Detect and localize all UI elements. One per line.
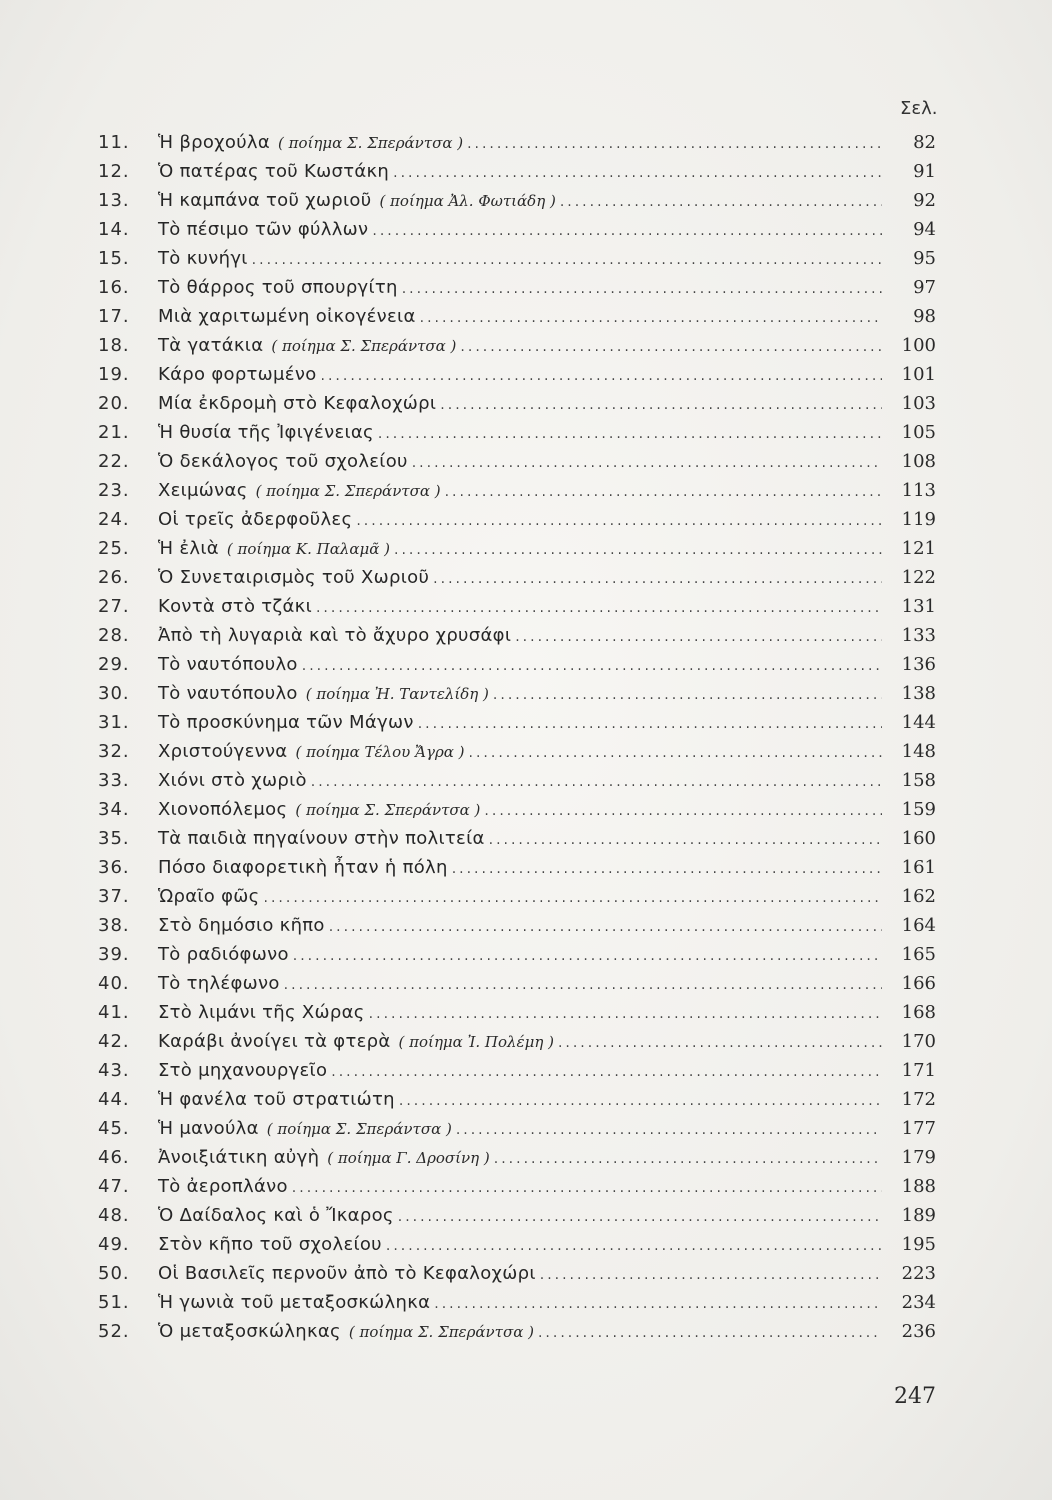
toc-dot-leader <box>264 884 882 913</box>
toc-dot-leader <box>372 217 882 246</box>
toc-entry-number: 16. <box>98 277 130 298</box>
toc-dot-leader <box>393 159 882 188</box>
toc-entry-number: 45. <box>98 1118 130 1139</box>
toc-dot-leader <box>420 304 882 333</box>
toc-entry <box>98 186 936 215</box>
toc-entry-page: 113 <box>901 480 936 501</box>
toc-dot-leader <box>311 768 882 797</box>
toc-entry-number: 18. <box>98 335 130 356</box>
toc-entry-title: Τὸ ραδιόφωνο <box>158 944 289 965</box>
toc-entry-number: 14. <box>98 219 130 240</box>
toc-entry-poem-credit: ( ποίημα Ἠ. Ταντελίδη ) <box>305 685 489 703</box>
toc-entry <box>98 998 936 1027</box>
toc-entry <box>98 128 936 157</box>
toc-dot-leader <box>402 275 882 304</box>
toc-entry-page: 159 <box>901 799 936 820</box>
toc-entry-number: 21. <box>98 422 130 443</box>
toc-entry-number: 40. <box>98 973 130 994</box>
toc-entry-number: 11. <box>98 132 130 153</box>
toc-entry-page: 101 <box>901 364 936 385</box>
toc-entry-title: Τὰ παιδιὰ πηγαίνουν στὴν πολιτεία <box>158 828 485 849</box>
toc-entry-title: Τὸ πέσιμο τῶν φύλλων <box>158 219 369 240</box>
toc-entry <box>98 447 936 476</box>
toc-entry-title: Κάρο φορτωμένο <box>158 364 317 385</box>
toc-entry-page: 100 <box>901 335 936 356</box>
toc-entry <box>98 1288 936 1317</box>
toc-dot-leader <box>558 1029 882 1058</box>
toc-entry-page: 122 <box>901 567 936 588</box>
toc-entry-title: Ἡ φανέλα τοῦ στρατιώτη <box>158 1089 395 1110</box>
toc-entry <box>98 708 936 737</box>
toc-entry-page: 103 <box>901 393 936 414</box>
toc-dot-leader <box>292 1174 882 1203</box>
toc-entry-number: 48. <box>98 1205 130 1226</box>
toc-entry-title: Τὸ κυνήγι <box>158 248 248 269</box>
toc-entry-number: 22. <box>98 451 130 472</box>
toc-dot-leader <box>460 333 882 362</box>
toc-entry-page: 234 <box>901 1292 936 1313</box>
toc-entry-page: 138 <box>901 683 936 704</box>
toc-entry <box>98 563 936 592</box>
toc-entry <box>98 621 936 650</box>
toc-entry-poem-credit: ( ποίημα Σ. Σπεράντσα ) <box>295 801 481 819</box>
toc-dot-leader <box>329 913 882 942</box>
toc-dot-leader <box>369 1000 882 1029</box>
toc-dot-leader <box>398 1203 882 1232</box>
toc-entry-page: 236 <box>901 1321 936 1342</box>
toc-entry <box>98 331 936 360</box>
toc-entry-title: Χριστούγεννα <box>158 741 288 762</box>
toc-entry <box>98 476 936 505</box>
toc-dot-leader <box>484 797 882 826</box>
toc-entry-number: 26. <box>98 567 130 588</box>
toc-entry-number: 49. <box>98 1234 130 1255</box>
toc-entry-poem-credit: ( ποίημα Τέλου Ἄγρα ) <box>295 743 465 761</box>
toc-entry-title: Ἀπὸ τὴ λυγαριὰ καὶ τὸ ἄχυρο χρυσάφι <box>158 625 512 646</box>
toc-entry-number: 35. <box>98 828 130 849</box>
toc-entry <box>98 1201 936 1230</box>
toc-dot-leader <box>445 478 882 507</box>
toc-entry <box>98 911 936 940</box>
toc-entry <box>98 592 936 621</box>
toc-entry-number: 33. <box>98 770 130 791</box>
toc-entry <box>98 650 936 679</box>
toc-entry-number: 17. <box>98 306 130 327</box>
toc-entry-number: 43. <box>98 1060 130 1081</box>
toc-entry-page: 165 <box>901 944 936 965</box>
toc-entry-page: 121 <box>901 538 936 559</box>
toc-entry-number: 44. <box>98 1089 130 1110</box>
toc-dot-leader <box>515 623 882 652</box>
toc-entry-poem-credit: ( ποίημα Κ. Παλαμᾶ ) <box>226 540 391 558</box>
toc-entry <box>98 534 936 563</box>
toc-entry <box>98 882 936 911</box>
toc-entry <box>98 1230 936 1259</box>
toc-dot-leader <box>440 391 882 420</box>
toc-dot-leader <box>331 1058 882 1087</box>
toc-entry-page: 108 <box>901 451 936 472</box>
toc-dot-leader <box>356 507 882 536</box>
toc-entry-page: 195 <box>901 1234 936 1255</box>
toc-entry-page: 189 <box>901 1205 936 1226</box>
toc-entry-title: Τὸ προσκύνημα τῶν Μάγων <box>158 712 414 733</box>
toc-entry-number: 37. <box>98 886 130 907</box>
toc-dot-leader <box>284 971 882 1000</box>
toc-entry-title: Τὸ ἀεροπλάνο <box>158 1176 288 1197</box>
toc-dot-leader <box>412 449 882 478</box>
toc-entry-number: 30. <box>98 683 130 704</box>
toc-entry-title: Χειμώνας <box>158 480 248 501</box>
toc-entry-number: 28. <box>98 625 130 646</box>
toc-entry-poem-credit: ( ποίημα Σ. Σπεράντσα ) <box>271 337 457 355</box>
toc-entry <box>98 157 936 186</box>
toc-entry-title: Στὸν κῆπο τοῦ σχολείου <box>158 1234 382 1255</box>
toc-entry-title: Ἀνοιξιάτικη αὐγὴ <box>158 1147 320 1168</box>
toc-dot-leader <box>538 1319 882 1348</box>
toc-dot-leader <box>467 130 882 159</box>
toc-entry <box>98 766 936 795</box>
toc-entry <box>98 1143 936 1172</box>
toc-entry-poem-credit: ( ποίημα Ἰ. Πολέμη ) <box>398 1033 554 1051</box>
toc-entry-title: Καράβι ἀνοίγει τὰ φτερὰ <box>158 1031 391 1052</box>
toc-entry-title: Τὰ γατάκια <box>158 335 264 356</box>
toc-entry <box>98 418 936 447</box>
toc-entry-number: 27. <box>98 596 130 617</box>
toc-entry <box>98 360 936 389</box>
toc-entry-page: 136 <box>901 654 936 675</box>
toc-entry-number: 42. <box>98 1031 130 1052</box>
toc-entry <box>98 1259 936 1288</box>
toc-entry-title: Χιονοπόλεμος <box>158 799 288 820</box>
toc-entry <box>98 824 936 853</box>
toc-entry-page: 161 <box>901 857 936 878</box>
toc-entry-number: 36. <box>98 857 130 878</box>
toc-entry-number: 41. <box>98 1002 130 1023</box>
toc-entry-number: 32. <box>98 741 130 762</box>
toc-entry-title: Ἡ καμπάνα τοῦ χωριοῦ <box>158 190 372 211</box>
toc-entry-page: 144 <box>901 712 936 733</box>
toc-entry-title: Στὸ λιμάνι τῆς Χώρας <box>158 1002 365 1023</box>
toc-dot-leader <box>540 1261 882 1290</box>
toc-entry <box>98 795 936 824</box>
toc-entry-title: Πόσο διαφορετικὴ ἦταν ἡ πόλη <box>158 857 448 878</box>
toc-entry-title: Οἱ τρεῖς ἀδερφοῦλες <box>158 509 353 530</box>
toc-entry-page: 164 <box>901 915 936 936</box>
toc-entry-number: 13. <box>98 190 130 211</box>
toc-dot-leader <box>378 420 882 449</box>
toc-entry-number: 24. <box>98 509 130 530</box>
toc-entry-number: 29. <box>98 654 130 675</box>
toc-entry <box>98 940 936 969</box>
toc-dot-leader <box>386 1232 882 1261</box>
toc-entry-title: Τὸ τηλέφωνο <box>158 973 280 994</box>
toc-entry-title: Τὸ ναυτόπουλο <box>158 654 298 675</box>
toc-dot-leader <box>293 942 882 971</box>
toc-entry-page: 92 <box>913 190 936 211</box>
toc-entry-page: 95 <box>913 248 936 269</box>
toc-entry-title: Τὸ ναυτόπουλο <box>158 683 298 704</box>
toc-dot-leader <box>302 652 882 681</box>
toc-entry <box>98 1056 936 1085</box>
toc-entry-title: Μιὰ χαριτωμένη οἰκογένεια <box>158 306 416 327</box>
toc-dot-leader <box>316 594 882 623</box>
toc-entry-number: 15. <box>98 248 130 269</box>
toc-entry-number: 12. <box>98 161 130 182</box>
toc-entry-number: 52. <box>98 1321 130 1342</box>
toc-entry-title: Ὁ μεταξοσκώληκας <box>158 1321 341 1342</box>
toc-entry-poem-credit: ( ποίημα Σ. Σπεράντσα ) <box>278 134 464 152</box>
toc-entry-page: 148 <box>901 741 936 762</box>
toc-dot-leader <box>452 855 882 884</box>
toc-entry <box>98 273 936 302</box>
toc-entry-number: 51. <box>98 1292 130 1313</box>
toc-entry-number: 23. <box>98 480 130 501</box>
toc-entry-title: Μία ἐκδρομὴ στὸ Κεφαλοχώρι <box>158 393 437 414</box>
toc-entry-number: 47. <box>98 1176 130 1197</box>
toc-entry <box>98 389 936 418</box>
toc-entry-page: 172 <box>901 1089 936 1110</box>
toc-dot-leader <box>433 565 882 594</box>
toc-entry-title: Ὁ πατέρας τοῦ Κωστάκη <box>158 161 390 182</box>
toc-entry-title: Ὡραῖο φῶς <box>158 886 260 907</box>
toc-entry-title: Χιόνι στὸ χωριὸ <box>158 770 307 791</box>
toc-entry-page: 171 <box>901 1060 936 1081</box>
toc-entry-title: Στὸ δημόσιο κῆπο <box>158 915 325 936</box>
toc-entry <box>98 969 936 998</box>
toc-entry-page: 94 <box>913 219 936 240</box>
toc-entry-page: 97 <box>913 277 936 298</box>
toc-entry-number: 31. <box>98 712 130 733</box>
toc-entry-poem-credit: ( ποίημα Ἀλ. Φωτιάδη ) <box>379 192 556 210</box>
toc-entry <box>98 1027 936 1056</box>
toc-entry-title: Τὸ θάρρος τοῦ σπουργίτη <box>158 277 398 298</box>
toc-entry-page: 98 <box>913 306 936 327</box>
toc-dot-leader <box>493 681 882 710</box>
toc-entry-page: 179 <box>901 1147 936 1168</box>
toc-dot-leader <box>252 246 882 275</box>
toc-entry-title: Ὁ Δαίδαλος καὶ ὁ Ἴκαρος <box>158 1205 394 1226</box>
toc-entry-number: 25. <box>98 538 130 559</box>
toc-entry-page: 160 <box>901 828 936 849</box>
toc-entry-title: Οἱ Βασιλεῖς περνοῦν ἀπὸ τὸ Κεφαλοχώρι <box>158 1263 536 1284</box>
toc-entry-page: 223 <box>901 1263 936 1284</box>
toc-entry-page: 162 <box>901 886 936 907</box>
toc-entry-page: 131 <box>901 596 936 617</box>
toc-entry-number: 46. <box>98 1147 130 1168</box>
toc-dot-leader <box>418 710 882 739</box>
toc-entry <box>98 302 936 331</box>
table-of-contents <box>98 128 936 1346</box>
toc-entry-poem-credit: ( ποίημα Σ. Σπεράντσα ) <box>348 1323 534 1341</box>
toc-entry-title: Ἡ γωνιὰ τοῦ μεταξοσκώληκα <box>158 1292 431 1313</box>
toc-entry-number: 20. <box>98 393 130 414</box>
toc-entry-title: Ὁ δεκάλογος τοῦ σχολείου <box>158 451 408 472</box>
toc-dot-leader <box>394 536 882 565</box>
toc-entry <box>98 1317 936 1346</box>
toc-entry-page: 105 <box>901 422 936 443</box>
toc-entry-title: Ἡ βροχούλα <box>158 132 271 153</box>
toc-entry-poem-credit: ( ποίημα Σ. Σπεράντσα ) <box>255 482 441 500</box>
toc-entry-title: Στὸ μηχανουργεῖο <box>158 1060 328 1081</box>
toc-entry-number: 38. <box>98 915 130 936</box>
toc-entry <box>98 853 936 882</box>
toc-entry-number: 34. <box>98 799 130 820</box>
toc-entry-page: 119 <box>901 509 936 530</box>
toc-entry <box>98 737 936 766</box>
toc-entry <box>98 679 936 708</box>
toc-dot-leader <box>434 1290 882 1319</box>
toc-entry-title: Ἡ ἐλιὰ <box>158 538 219 559</box>
toc-dot-leader <box>560 188 882 217</box>
toc-entry-title: Κοντὰ στὸ τζάκι <box>158 596 312 617</box>
toc-entry <box>98 1114 936 1143</box>
toc-entry-number: 19. <box>98 364 130 385</box>
toc-entry-page: 82 <box>913 132 936 153</box>
toc-entry-title: Ἡ θυσία τῆς Ἰφιγένειας <box>158 422 374 443</box>
toc-entry-page: 168 <box>901 1002 936 1023</box>
toc-dot-leader <box>469 739 882 768</box>
toc-entry-page: 158 <box>901 770 936 791</box>
toc-dot-leader <box>489 826 882 855</box>
toc-entry <box>98 1172 936 1201</box>
toc-entry-page: 188 <box>901 1176 936 1197</box>
toc-entry-poem-credit: ( ποίημα Γ. Δροσίνη ) <box>327 1149 490 1167</box>
toc-entry <box>98 1085 936 1114</box>
toc-entry-number: 39. <box>98 944 130 965</box>
toc-entry-page: 91 <box>913 161 936 182</box>
toc-entry-page: 166 <box>901 973 936 994</box>
toc-entry-page: 177 <box>901 1118 936 1139</box>
toc-entry <box>98 244 936 273</box>
toc-entry-title: Ἡ μανούλα <box>158 1118 259 1139</box>
toc-entry <box>98 505 936 534</box>
toc-entry-page: 133 <box>901 625 936 646</box>
page-number: 247 <box>894 1384 936 1409</box>
toc-entry-page: 170 <box>901 1031 936 1052</box>
toc-dot-leader <box>494 1145 882 1174</box>
toc-entry-poem-credit: ( ποίημα Σ. Σπεράντσα ) <box>266 1120 452 1138</box>
toc-entry <box>98 215 936 244</box>
toc-dot-leader <box>321 362 882 391</box>
toc-dot-leader <box>456 1116 882 1145</box>
toc-entry-number: 50. <box>98 1263 130 1284</box>
toc-dot-leader <box>399 1087 882 1116</box>
page-column-header: Σελ. <box>900 98 938 119</box>
toc-entry-title: Ὁ Συνεταιρισμὸς τοῦ Χωριοῦ <box>158 567 430 588</box>
